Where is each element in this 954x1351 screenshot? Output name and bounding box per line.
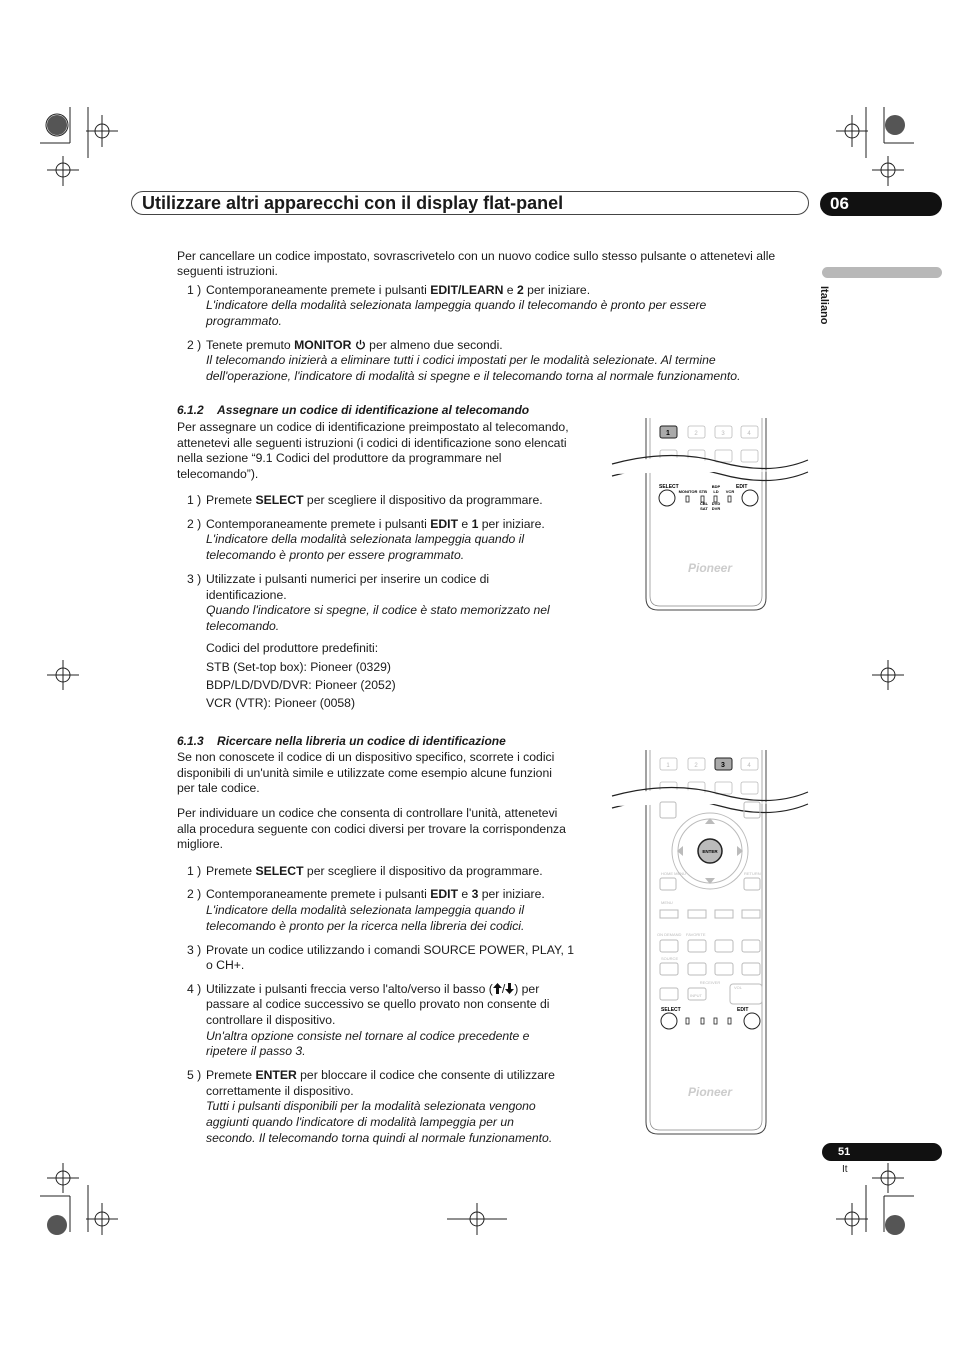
step-note: Il telecomando inizierà a eliminare tutti i codici impostati per le modalità selezionate. Al termine [206,353,716,367]
step-text: o CH+. [206,958,245,972]
paragraph-line: per tale codice. [177,781,260,795]
paragraph-line: migliore. [177,837,224,851]
intro-line: Per cancellare un codice impostato, sovrascrivetelo con un nuovo codice sullo stesso pulsante o attenetevi alle [177,249,776,263]
step-number: 3 ) [187,943,202,957]
step-number: 5 ) [187,1068,202,1082]
pioneer-logo: Pioneer [687,561,733,575]
intro-line: seguenti istruzioni. [177,264,278,278]
paragraph-line: Per assegnare un codice di identificazione preimpostato al telecomando, [177,420,569,434]
key-label: 2 [694,763,698,769]
edit-label: EDIT [737,1007,749,1013]
source-label: SOURCE [661,956,679,961]
key-label: 1 [666,430,670,437]
step-text: Tenete premuto MONITOR per almeno due secondi. [206,338,503,352]
key-label: 4 [747,763,751,769]
language-tab [822,267,942,278]
select-label: SELECT [659,484,679,490]
mode-label: STB [699,489,707,494]
arrow-up-icon [493,983,502,994]
step-note: Un'altra opzione consiste nel tornare al codice precedente e [206,1029,530,1043]
step-text: Premete SELECT per scegliere il dispositivo da programmare. [206,864,543,878]
step-text: Provate un codice utilizzando i comandi SOURCE POWER, PLAY, 1 [206,943,575,957]
code-item: STB (Set-top box): Pioneer (0329) [206,660,391,674]
step-number: 1 ) [187,864,202,878]
receiver-label: RECEIVER [699,980,721,985]
step-note: ripetere il passo 3. [206,1044,306,1058]
step-text: Premete ENTER per bloccare il codice che consente di utilizzare [206,1068,555,1082]
codes-title: Codici del produttore predefiniti: [206,641,379,655]
step-number: 3 ) [187,572,202,586]
step-text: Contemporaneamente premete i pulsanti EDIT e 3 per iniziare. [206,887,545,901]
section-heading: 6.1.2 Assegnare un codice di identificazione al telecomando [177,403,530,417]
mode-label: VCR [725,489,735,494]
mode-label: LD [713,489,719,494]
step-text: identificazione. [206,588,287,602]
step-note: L'indicatore della modalità selezionata lampeggia quando il [206,532,525,546]
paragraph-line: disponibili di un'unità simile e utilizzate come esempio alcune funzioni [177,766,552,780]
step-number: 2 ) [187,517,202,531]
paragraph-line: alla procedura seguente con codici diversi per trovare la corrispondenza [177,822,566,836]
key-label: 3 [721,431,725,437]
mode-label: DVD [711,501,721,506]
step-text: Utilizzate i pulsanti freccia verso l'alto/verso il basso ( / ) per [206,982,540,996]
section-heading: 6.1.3 Ricercare nella libreria un codice di identificazione [177,734,506,748]
step-note: programmato. [206,314,282,328]
return-label: RETURN [744,871,761,876]
pioneer-logo: Pioneer [687,1085,733,1099]
input-label: INPUT [690,993,702,998]
edit-label: EDIT [736,484,748,490]
step-note: L'indicatore della modalità selezionata lampeggia quando il [206,903,525,917]
paragraph-line: attenetevi alle seguenti istruzioni (i codici di identificazione sono elencati [177,436,567,450]
page-number: 51 [822,1143,942,1161]
language-label: Italiano [818,286,830,325]
mode-label: BDP [711,484,721,489]
step-note: dell'operazione, l'indicatore di modalità si spegne e il telecomando torna al normale funzionamento. [206,369,741,383]
step-number: 1 ) [187,493,202,507]
step-number: 4 ) [187,982,202,996]
step-note: Quando l'indicatore si spegne, il codice è stato memorizzato nel [206,603,550,617]
remote-illustration [610,418,810,613]
home-menu-label: HOME MENU [661,871,686,876]
step-note: aggiunti quando l'indicatore di modalità lampeggia per un [206,1115,514,1129]
vol-label: VOL [734,985,743,990]
key-label: 2 [694,431,698,437]
step-note: telecomando è pronto per essere programmato. [206,548,465,562]
code-item: BDP/LD/DVD/DVR: Pioneer (2052) [206,678,396,692]
page-title: Utilizzare altri apparecchi con il display flat-panel [142,193,564,213]
step-text: Contemporaneamente premete i pulsanti EDIT/LEARN e 2 per iniziare. [206,283,591,297]
arrow-down-icon [505,983,514,994]
step-text: correttamente il dispositivo. [206,1084,354,1098]
code-item: VCR (VTR): Pioneer (0058) [206,696,356,710]
paragraph-line: Se non conoscete il codice di un dispositivo specifico, scorrete i codici [177,750,555,764]
menu-label: MENU [661,900,673,905]
step-number: 1 ) [187,283,202,297]
mode-label: DVR [711,506,721,511]
step-note: secondo. Il telecomando torna quindi al normale funzionamento. [206,1131,553,1145]
step-number: 2 ) [187,887,202,901]
step-text: passare al codice successivo se quello provato non consente di [206,997,550,1011]
key-label: 1 [666,763,670,769]
step-note: Tutti i pulsanti disponibili per la modalità selezionata vengono [206,1099,536,1113]
step-text: Contemporaneamente premete i pulsanti EDIT e 1 per iniziare. [206,517,545,531]
favorite-label: FAVORITE [686,932,706,937]
step-number: 2 ) [187,338,202,352]
paragraph-line: nella sezione “9.1 Codici del produttore da programmare nel [177,451,502,465]
power-icon [355,339,366,350]
mode-label: MONITOR [678,489,698,494]
step-note: telecomando è pronto per la ricerca nella libreria dei codici. [206,919,525,933]
paragraph-line: telecomando”). [177,467,259,481]
chapter-badge: 06 [820,192,942,216]
remote-illustration [610,750,810,1140]
enter-label: ENTER [702,849,718,854]
step-note: telecomando. [206,619,280,633]
paragraph-line: Per individuare un codice che consenta di controllare l'unità, attenetevi [177,806,558,820]
step-text: Utilizzate i pulsanti numerici per inserire un codice di [206,572,490,586]
on-demand-label: ON DEMAND [657,932,682,937]
select-label: SELECT [661,1007,681,1013]
page-language: It [842,1164,848,1175]
key-label: 4 [747,431,751,437]
step-text: Premete SELECT per scegliere il dispositivo da programmare. [206,493,543,507]
mode-label: CBL [699,501,709,506]
step-note: L'indicatore della modalità selezionata lampeggia quando il telecomando è pronto per essere [206,298,707,312]
key-label: 3 [721,762,725,769]
mode-label: SAT [700,506,708,511]
step-text: controllare il dispositivo. [206,1013,336,1027]
